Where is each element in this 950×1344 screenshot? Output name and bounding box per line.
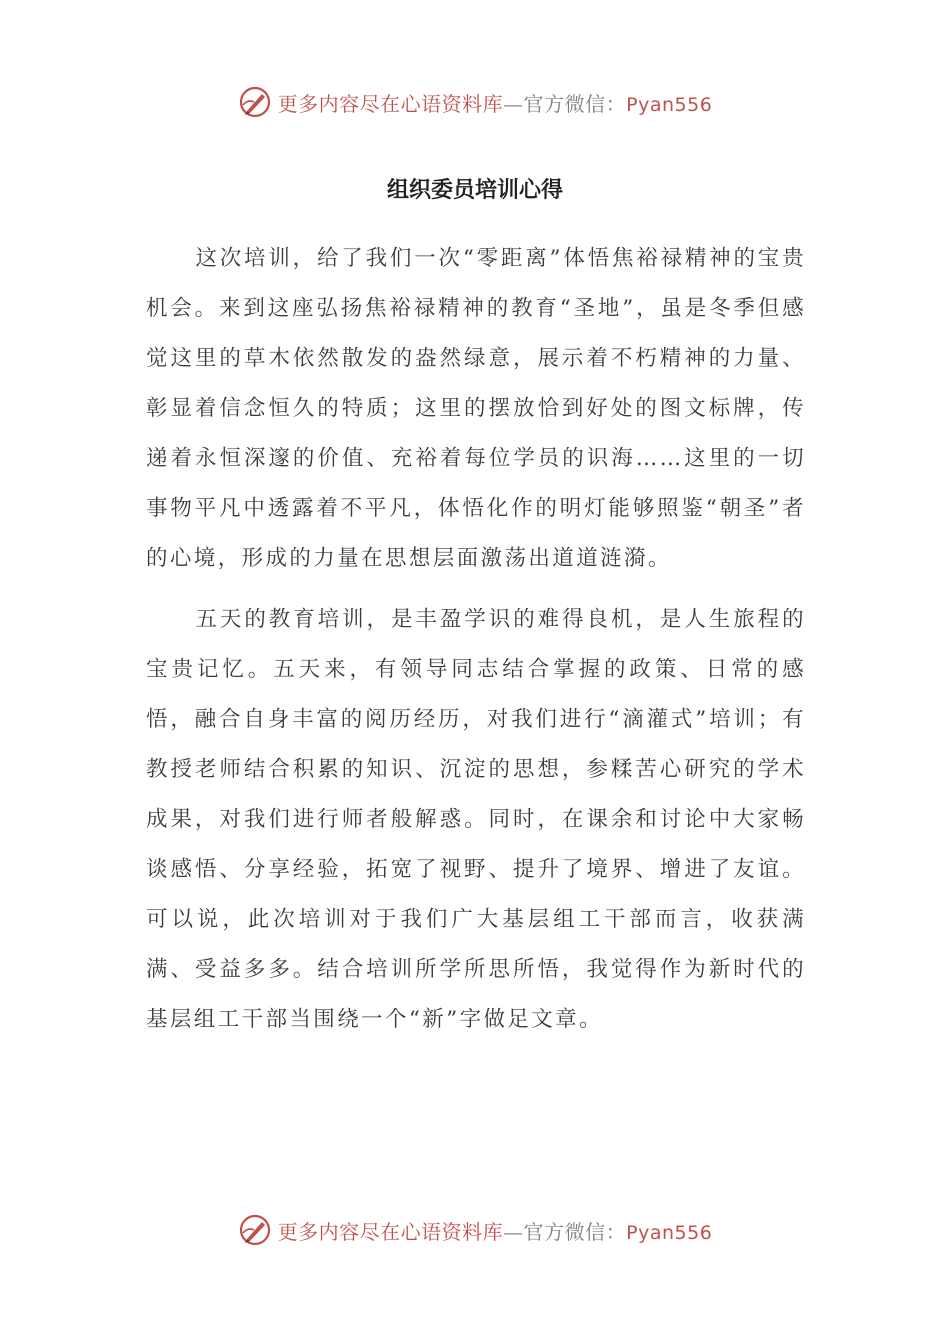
footer-watermark — [0, 1210, 950, 1250]
watermark-text — [278, 1216, 713, 1245]
document-title: 组织委员培训心得 — [386, 178, 563, 203]
header-watermark — [0, 82, 950, 122]
document-body — [146, 234, 806, 1056]
watermark-text — [278, 88, 713, 117]
watermark-brand: 更多内容尽在心语资料库 — [277, 1219, 504, 1244]
paragraph-1: 这次培训，给了我们一次“零距离”体悟焦裕禄精神的宝贵机会。来到这座弘扬焦裕禄精神的教育“圣地”，虽是冬季但感觉这里的草木依然散发的盎然绿意，展示着不朽精神的力量、彰显着信念恒久的特质；这里的摆放恰到好处的图文标牌，传递着永恒深邃的价值、充裕着每位学员的识海……这里的一切事物平凡中透露着不平凡，体悟化作的明灯能够照鉴“朝圣”者的心境，形成的力量在思想层面激荡出道道涟漪。 — [146, 246, 806, 571]
watermark-dash: — — [503, 91, 524, 116]
watermark-wechat-id: Pyan556 — [626, 1221, 713, 1244]
watermark-label: 官方微信： — [523, 1219, 627, 1244]
paragraph-2: 五天的教育培训，是丰盈学识的难得良机，是人生旅程的宝贵记忆。五天来，有领导同志结合掌握的政策、日常的感悟，融合自身丰富的阅历经历，对我们进行“滴灌式”培训；有教授老师结合积累的知识、沉淀的思想，参糅苦心研究的学术成果，对我们进行师者般解惑。同时，在课余和讨论中大家畅谈感悟、分享经验，拓宽了视野、提升了境界、增进了友谊。可以说，此次培训对于我们广大基层组工干部而言，收获满满、受益多多。结合培训所学所思所悟，我觉得作为新时代的基层组工干部当围绕一个“新”字做足文章。 — [146, 607, 806, 1032]
watermark-brand: 更多内容尽在心语资料库 — [277, 91, 504, 116]
watermark-label: 官方微信： — [523, 91, 627, 116]
watermark-wechat-id: Pyan556 — [626, 93, 713, 116]
pen-in-circle-icon — [238, 1213, 272, 1247]
pen-in-circle-icon — [238, 85, 272, 119]
watermark-dash: — — [503, 1219, 524, 1244]
